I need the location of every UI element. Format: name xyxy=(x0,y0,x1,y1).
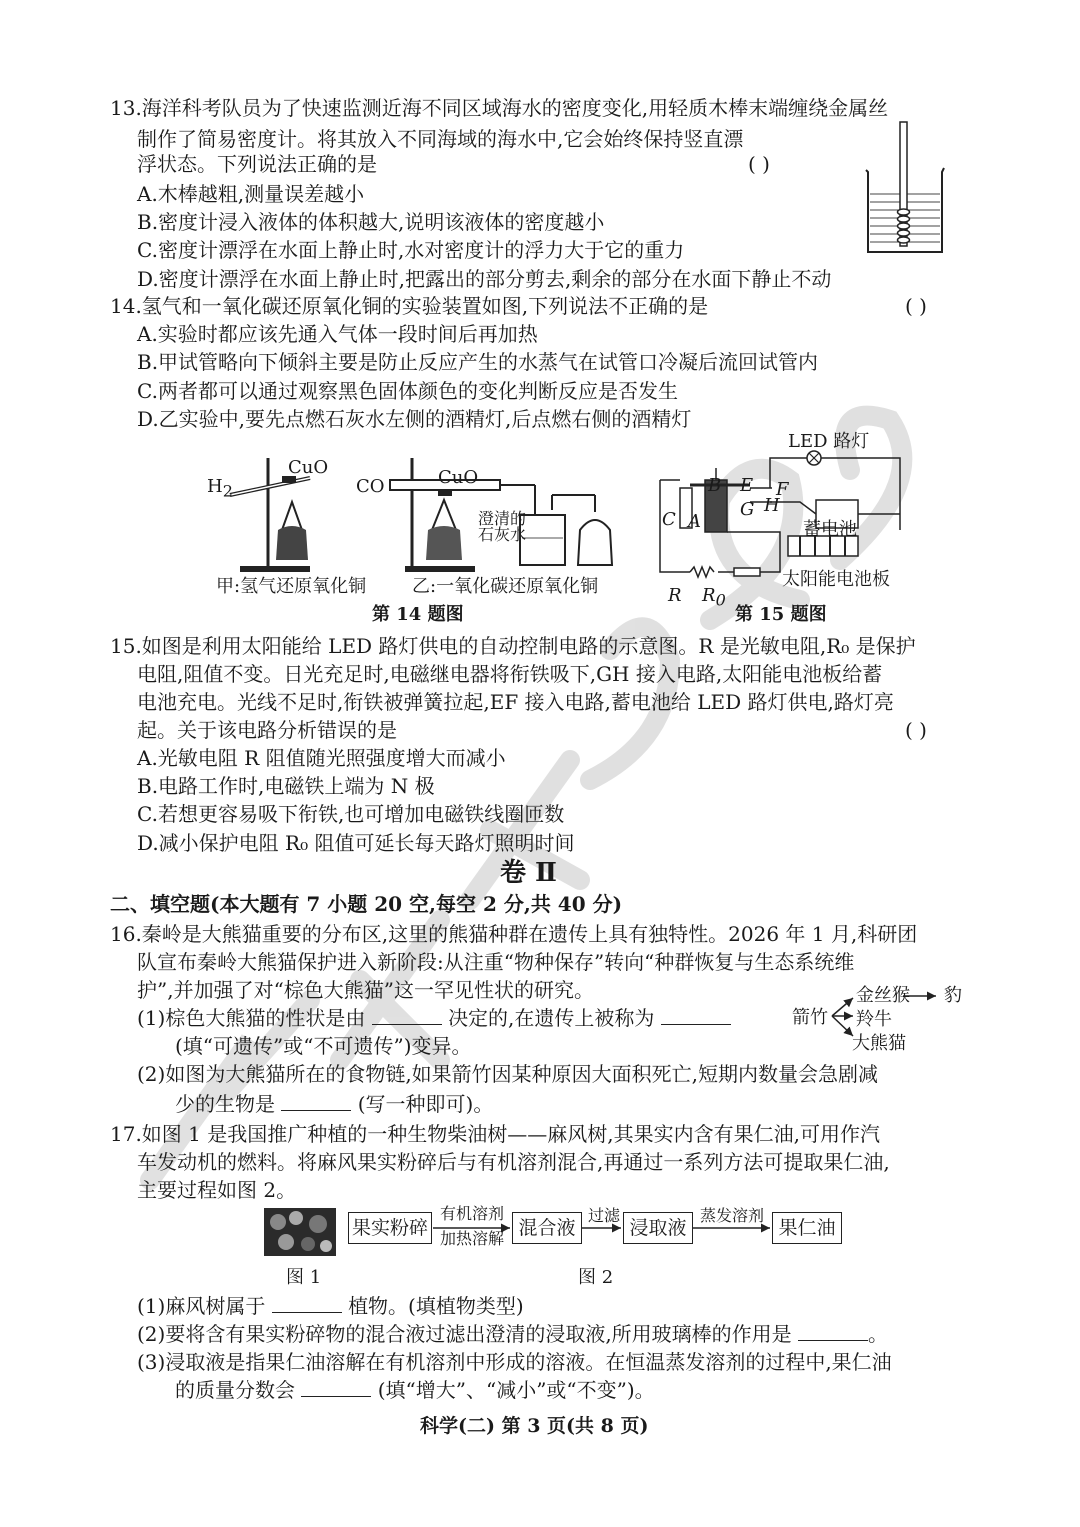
q17-part3-text-b: (填“增大”、“减小”或“不变”)。 xyxy=(377,1378,655,1402)
q14-option-a: A.实验时都应该先通入气体一段时间后再加热 xyxy=(137,322,538,346)
fig15-led-label: LED 路灯 xyxy=(788,431,870,452)
flow-step-oil: 果仁油 xyxy=(772,1212,842,1244)
flow-arrow-3-label: 蒸发溶剂 xyxy=(700,1206,765,1225)
q17-part1 xyxy=(137,1292,524,1320)
fig15-solar-label: 太阳能电池板 xyxy=(782,569,890,590)
q16-line3: 护”,并加强了对“棕色大熊猫”这一罕见性状的研究。 xyxy=(137,978,595,1002)
q17-blank-1[interactable] xyxy=(272,1294,342,1313)
fig15-r0-subscript: 0 xyxy=(715,590,726,610)
fig14-caption-b: 乙:一氧化碳还原氧化铜 xyxy=(412,576,599,597)
q14-option-c: C.两者都可以通过观察黑色固体颜色的变化判断反应是否发生 xyxy=(137,379,678,403)
q16-blank-3[interactable] xyxy=(281,1092,351,1111)
q16-line2: 队宣布秦岭大熊猫保护进入新阶段:从注重“物种保存”转向“种群恢复与生态系统维 xyxy=(137,950,855,974)
fig14-h2-label xyxy=(207,477,233,502)
q16-part2-line1: (2)如图为大熊猫所在的食物链,如果箭竹因某种原因大面积死亡,短期内数量会急剧减 xyxy=(137,1062,879,1086)
q15-line4: 起。关于该电路分析错误的是 xyxy=(137,718,397,742)
fig15-label-g: G xyxy=(740,499,755,520)
q16-part1-text-b: 决定的,在遗传上被称为 xyxy=(448,1006,655,1030)
q13-option-c: C.密度计漂浮在水面上静止时,水对密度计的浮力大于它的重力 xyxy=(137,238,685,262)
q17-blank-3[interactable] xyxy=(301,1378,371,1397)
q13-option-b: B.密度计浸入液体的体积越大,说明该液体的密度越小 xyxy=(137,210,605,234)
fig14-cuo-b-label: CuO xyxy=(438,467,479,488)
q13-line2: 制作了简易密度计。将其放入不同海域的海水中,它会始终保持竖直漂 xyxy=(137,127,744,151)
q16-part2-line2 xyxy=(175,1090,493,1118)
q16-part1 xyxy=(137,1004,731,1032)
fig2-caption: 图 2 xyxy=(578,1267,614,1288)
fig14-caption-a: 甲:氢气还原氧化铜 xyxy=(216,576,367,597)
q17-line3: 主要过程如图 2。 xyxy=(137,1178,297,1202)
q16-part2-text-b: (写一种即可)。 xyxy=(357,1092,494,1116)
volume-title: 卷 Ⅱ xyxy=(500,858,557,888)
fig15-label-a: A xyxy=(688,511,701,532)
q14-line1: 14.氢气和一氧化碳还原氧化铜的实验装置如图,下列说法不正确的是 xyxy=(110,294,709,318)
fig15-r0-label xyxy=(702,586,726,611)
fig14-limewater-label-2: 石灰水 xyxy=(478,525,527,544)
q15-option-c: C.若想更容易吸下衔铁,也可增加电磁铁线圈匝数 xyxy=(137,802,565,826)
jatropha-fruit-photo xyxy=(264,1208,336,1256)
fig15-r0-text: R xyxy=(702,585,716,606)
q15-answer-bracket: ( ) xyxy=(905,718,927,742)
q15-line1: 15.如图是利用太阳能给 LED 路灯供电的自动控制电路的示意图。R 是光敏电阻,R₀ 是保护 xyxy=(110,634,916,658)
beaker-hydrometer-figure xyxy=(860,118,950,258)
q17-part3-line1: (3)浸取液是指果仁油溶解在有机溶剂中形成的溶液。在恒温蒸发溶剂的过程中,果仁油 xyxy=(137,1350,892,1374)
fig14-limewater-label-1: 澄清的 xyxy=(478,509,527,528)
page-footer: 科学(二) 第 3 页(共 8 页) xyxy=(420,1415,649,1437)
q17-part1-text-b: 植物。(填植物类型) xyxy=(348,1294,524,1318)
food-web-panda: 大熊猫 xyxy=(852,1033,906,1054)
q15-option-b: B.电路工作时,电磁铁上端为 N 极 xyxy=(137,774,435,798)
figure-14-drawing xyxy=(200,450,630,575)
q14-option-b: B.甲试管略向下倾斜主要是防止反应产生的水蒸气在试管口冷凝后流回试管内 xyxy=(137,350,819,374)
flow-step-mixture: 混合液 xyxy=(512,1212,582,1244)
section-heading: 二、填空题(本大题有 7 小题 20 空,每空 2 分,共 40 分) xyxy=(110,892,623,916)
flow-arrow-2-label: 过滤 xyxy=(588,1206,621,1225)
q14-answer-bracket: ( ) xyxy=(905,294,927,318)
q13-line1: 13.海洋科考队员为了快速监测近海不同区域海水的密度变化,用轻质木棒末端缠绕金属丝 xyxy=(110,96,889,120)
q17-line2: 车发动机的燃料。将麻风果实粉碎后与有机溶剂混合,再通过一系列方法可提取果仁油, xyxy=(137,1150,890,1174)
q17-part3-line2 xyxy=(175,1376,655,1404)
fig15-label-c: C xyxy=(662,509,676,530)
fig14-co-label: CO xyxy=(356,476,385,497)
food-web-takin: 羚牛 xyxy=(856,1009,892,1030)
q17-blank-2[interactable] xyxy=(798,1322,868,1341)
flow-step-crush: 果实粉碎 xyxy=(348,1212,432,1244)
q13-line3: 浮状态。下列说法正确的是 xyxy=(137,152,377,176)
q17-part2-text-a: (2)要将含有果实粉碎物的混合液过滤出澄清的浸取液,所用玻璃棒的作用是 xyxy=(137,1322,792,1346)
fig15-label-h: H xyxy=(764,495,780,516)
flow-arrow-1-bottom: 加热溶解 xyxy=(440,1229,505,1248)
q16-blank-1[interactable] xyxy=(372,1006,442,1025)
fig14-h2-text: H xyxy=(207,476,223,497)
q13-option-d: D.密度计漂浮在水面上静止时,把露出的部分剪去,剩余的部分在水面下静止不动 xyxy=(137,267,832,291)
flow-step-extract: 浸取液 xyxy=(623,1212,693,1244)
fig14-cuo-a-label: CuO xyxy=(288,457,329,478)
q15-line3: 电池充电。光线不足时,衔铁被弹簧拉起,EF 接入电路,蓄电池给 LED 路灯供电,路灯亮 xyxy=(137,690,894,714)
q15-option-a: A.光敏电阻 R 阻值随光照强度增大而减小 xyxy=(137,746,506,770)
q17-part3-text-a: 的质量分数会 xyxy=(175,1378,295,1402)
fig14-h2-subscript: 2 xyxy=(222,481,233,501)
fig15-r-label: R xyxy=(668,585,682,606)
flow-arrow-1-top: 有机溶剂 xyxy=(440,1204,505,1223)
q17-line1: 17.如图 1 是我国推广种植的一种生物柴油树——麻风树,其果实内含有果仁油,可用作汽 xyxy=(110,1122,880,1146)
food-web-leopard: 豹 xyxy=(944,985,962,1006)
q17-part2 xyxy=(137,1320,888,1348)
fig14-title: 第 14 题图 xyxy=(372,604,464,625)
q13-option-a: A.木棒越粗,测量误差越小 xyxy=(137,182,365,206)
fig15-battery-label: 蓄电池 xyxy=(803,519,857,540)
q16-line1: 16.秦岭是大熊猫重要的分布区,这里的熊猫种群在遗传上具有独特性。2026 年 1 月,科研团 xyxy=(110,922,918,946)
q14-option-d: D.乙实验中,要先点燃石灰水左侧的酒精灯,后点燃右侧的酒精灯 xyxy=(137,407,692,431)
q15-line2: 电阻,阻值不变。日光充足时,电磁继电器将衔铁吸下,GH 接入电路,太阳能电池板给蓄 xyxy=(137,662,883,686)
q16-part1-cont: (填“可遗传”或“不可遗传”)变异。 xyxy=(175,1034,472,1058)
q17-part2-text-b: 。 xyxy=(868,1322,889,1346)
fig15-title: 第 15 题图 xyxy=(735,604,827,625)
fig15-label-e: E xyxy=(740,475,754,496)
fig1-caption: 图 1 xyxy=(286,1267,322,1288)
q13-answer-bracket: ( ) xyxy=(748,152,770,176)
q16-part2-text-a: 少的生物是 xyxy=(175,1092,275,1116)
q15-option-d: D.减小保护电阻 R₀ 阻值可延长每天路灯照明时间 xyxy=(137,831,575,855)
q16-part1-text-a: (1)棕色大熊猫的性状是由 xyxy=(137,1006,366,1030)
fig15-label-b: B xyxy=(708,475,722,496)
food-web-bamboo: 箭竹 xyxy=(792,1007,828,1028)
food-web-monkey: 金丝猴 xyxy=(856,985,910,1006)
q16-blank-2[interactable] xyxy=(661,1006,731,1025)
q17-part1-text-a: (1)麻风树属于 xyxy=(137,1294,266,1318)
fig15-label-f: F xyxy=(776,479,789,500)
